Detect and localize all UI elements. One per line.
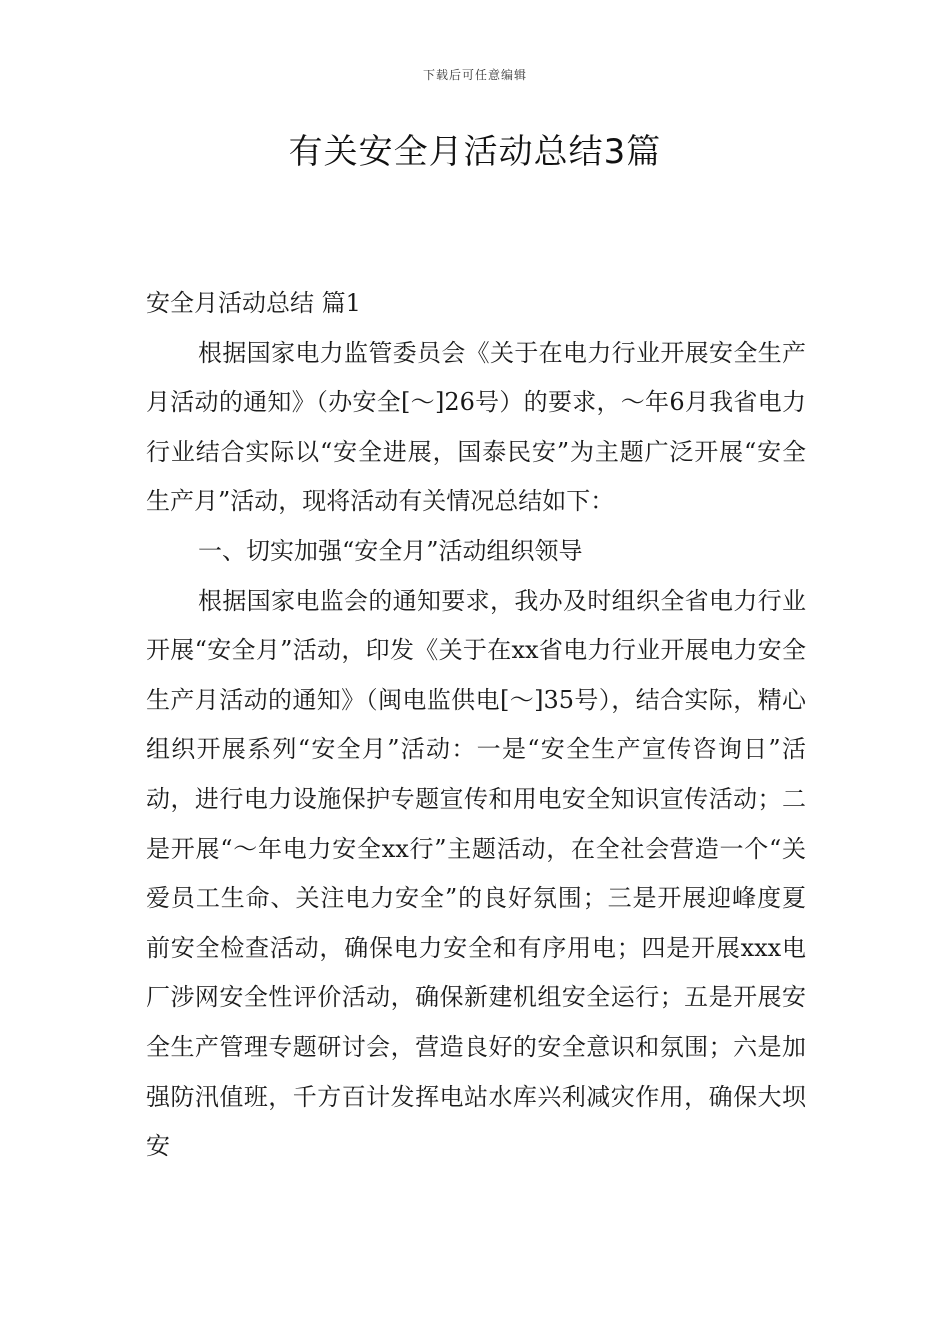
document-title: 有关安全月活动总结3篇 bbox=[288, 132, 662, 172]
paragraph-activities: 根据国家电监会的通知要求，我办及时组织全省电力行业开展“安全月”活动，印发《关于在xx省电力行业开展电力安全生产月活动的通知》（闽电监供电[～]35号），结合实际，精心组织开展系列“安全月”活动：一是“安全生产宣传咨询日”活动，进行电力设施保护专题宣传和用电安全知识宣传活动；二是开展“～年电力安全xx行”主题活动，在全社会营造一个“关爱员工生命、关注电力安全”的良好氛围；三是开展迎峰度夏前安全检查活动，确保电力安全和有序用电；四是开展xxx电厂涉网安全性评价活动，确保新建机组安全运行；五是开展安全生产管理专题研讨会，营造良好的安全意识和氛围；六是加强防汛值班，千方百计发挥电站水库兴利减灾作用，确保大坝安 bbox=[146, 586, 806, 1161]
document-body bbox=[146, 279, 806, 1172]
section-heading: 安全月活动总结 篇1 bbox=[146, 289, 361, 317]
subheading-organization: 一、切实加强“安全月”活动组织领导 bbox=[198, 536, 583, 565]
header-note: 下载后可任意编辑 bbox=[422, 68, 527, 82]
paragraph-intro: 根据国家电力监管委员会《关于在电力行业开展安全生产月活动的通知》（办安全[～]26号）的要求，～年6月我省电力行业结合实际以“安全进展，国泰民安”为主题广泛开展“安全生产月”活动，现将活动有关情况总结如下： bbox=[146, 338, 806, 516]
